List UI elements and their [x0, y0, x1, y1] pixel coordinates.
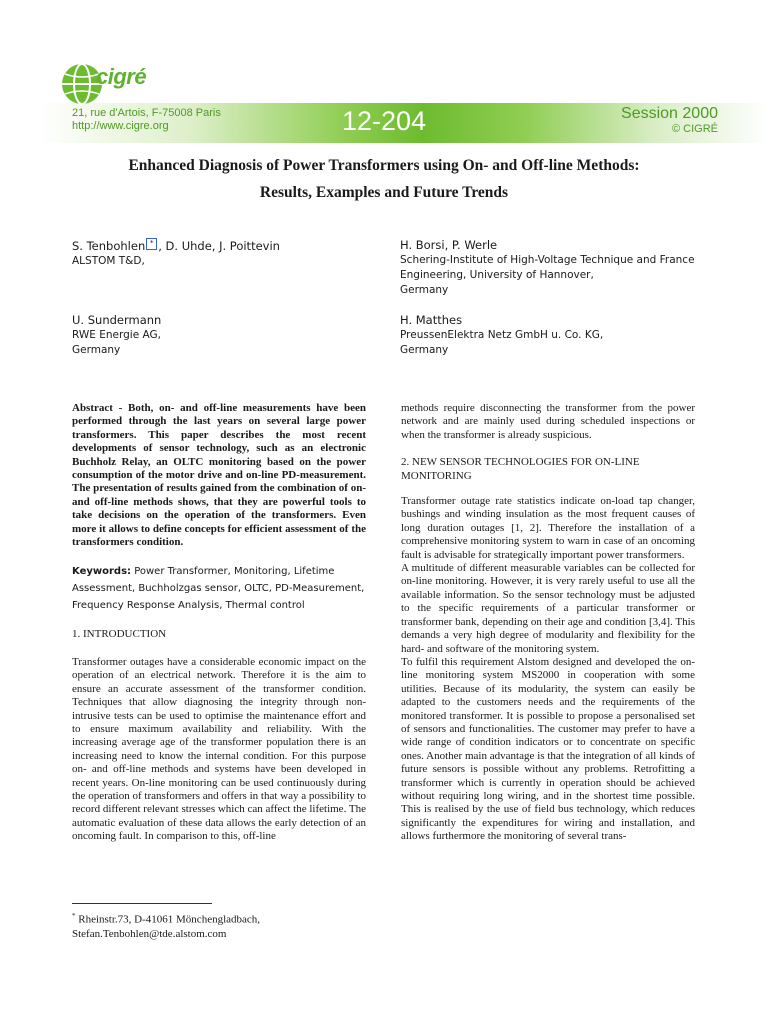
section-1-heading: 1. INTRODUCTION — [72, 628, 167, 641]
author-names: U. Sundermann — [72, 313, 162, 327]
affiliation: Germany — [400, 344, 449, 356]
section-2-paragraph: A multitude of different measurable variables can be collected for on-line monitoring. However, it is very rarely useful to use all the available information. So the sensor technology must be adjusted to the specific requirements of a particular transformer or transformer bank, depending on their age and condition [3,4]. This demands a very high degree of modularity and flexibility for the hard- and software of the monitoring system. — [401, 562, 695, 655]
footnote-address: Rheinstr.73, D-41061 Mönchengladbach, — [75, 913, 261, 926]
affiliation: Schering-Institute of High-Voltage Technique and France — [400, 254, 695, 266]
author-name: S. Tenbohlen — [72, 238, 146, 253]
footnote-mark: * — [72, 912, 76, 920]
paper-number: 12-204 — [341, 106, 427, 136]
footnote-email[interactable]: Stefan.Tenbohlen@tde.alstom.com — [72, 927, 227, 940]
right-column — [401, 402, 695, 844]
footnote — [72, 909, 366, 941]
affiliation: PreussenElektra Netz GmbH u. Co. KG, — [400, 329, 604, 341]
keywords-text: Power Transformer, Monitoring, Lifetime Assessment, Buchholzgas sensor, OLTC, PD-Measurement, Frequency Response Analysis, Thermal control — [72, 566, 365, 612]
keywords-label: Keywords: — [72, 566, 132, 578]
session-label: Session 2000 — [621, 105, 718, 122]
left-column — [72, 402, 366, 844]
address-line: 21, rue d'Artois, F-75008 Paris — [72, 107, 221, 119]
website-link[interactable]: http://www.cigre.org — [72, 120, 169, 132]
affiliation: RWE Energie AG, — [72, 329, 161, 341]
author-group-preussenelektra — [400, 313, 720, 358]
author-group-hannover — [400, 238, 720, 298]
cigre-logo-text: cigré — [96, 64, 147, 89]
author-group-alstom — [72, 238, 372, 269]
copyright-label: © CIGRÉ — [672, 123, 718, 135]
author-names: H. Matthes — [400, 313, 463, 327]
author-names: H. Borsi, P. Werle — [400, 238, 498, 252]
author-names — [72, 238, 372, 254]
footnote-divider — [72, 903, 212, 904]
section-2-paragraph: Transformer outage rate statistics indicate on-load tap changer, bushings and winding insulation as the most frequent causes of long duration outages [1, 2]. Therefore the installation of a comprehensive monitoring system to warn in case of an oncoming fault is advisable for strategically important power transformers. — [401, 495, 695, 561]
intro-paragraph: Transformer outages have a considerable economic impact on the operation of an electrical network. Therefore it is the aim to ensure an accurate assessment of the transformer condition. Techniques that allow diagnosing the integrity through non-intrusive tests can be used to optimise the maintenance effort and to ensure maximum availability and reliability. With the increasing average age of the transformer population there is an increasing need to know the internal condition. For this purpose on- and off-line methods and systems have been developed in recent years. On-line monitoring can be used continuously during the operation of transformers and offers in that way a possibility to record different relevant stresses which can affect the lifetime. The automatic evaluation of these data allows the early detection of an oncoming fault. In comparison to this, off-line — [72, 655, 366, 843]
title-line-1: Enhanced Diagnosis of Power Transformers using On- and Off-line Methods: — [128, 157, 640, 174]
continuation-paragraph: methods require disconnecting the transformer from the power network and are mainly used during scheduled inspections or when the transformer is already suspicious. — [401, 402, 695, 441]
section-2-heading: 2. NEW SENSOR TECHNOLOGIES FOR ON-LINE MONITORING — [401, 456, 640, 482]
section-2-paragraph: To fulfil this requirement Alstom designed and developed the on-line monitoring system MS2000 in cooperation with some utilities. Because of its modularity, the system can easily be adapted to the customers needs and the requirements of the monitored transformer. It is possible to propose a personalised set of sensors and functionalities. The customer may prefer to have a wide range of condition indicators or to concentrate on specific ones. Another main advantage is that the integration of all kinds of future sensors is possible without any problems. Retrofitting a transformer which is currently in operation should be achieved without requiring long wiring, and in the shortest time possible. This is realised by the use of field bus technology, which reduces significantly the expenditures for wiring and installation, and allows furthermore the monitoring of several trans- — [401, 655, 695, 843]
author-names-rest: , D. Uhde, J. Poittevin — [158, 238, 280, 253]
affiliation: Germany — [72, 344, 121, 356]
affiliation: Engineering, University of Hannover, — [400, 269, 594, 281]
keywords-paragraph — [72, 563, 366, 614]
author-group-rwe — [72, 313, 372, 358]
affiliation: Germany — [400, 284, 449, 296]
footnote-line — [72, 909, 366, 927]
affiliation: ALSTOM T&D, — [72, 254, 145, 267]
session-block — [621, 105, 718, 136]
paper-title — [60, 152, 708, 206]
abstract-paragraph: Abstract - Both, on- and off-line measurements have been performed through the last years on several large power transformers. This paper describes the most recent developments of sensor technology, such as an electronic Buchholz Relay, an OLTC monitoring based on the power consumption of the motor drive and on-line PD-measurement. The presentation of results gained from the combination of on- and off-line methods shows, that they are powerful tools to take decisions on the operation of the transformers. Even more it allows to define concepts for efficient assessment of the transformers condition. — [72, 402, 366, 549]
title-line-2: Results, Examples and Future Trends — [259, 184, 509, 201]
footnote-link[interactable]: * — [146, 238, 157, 250]
